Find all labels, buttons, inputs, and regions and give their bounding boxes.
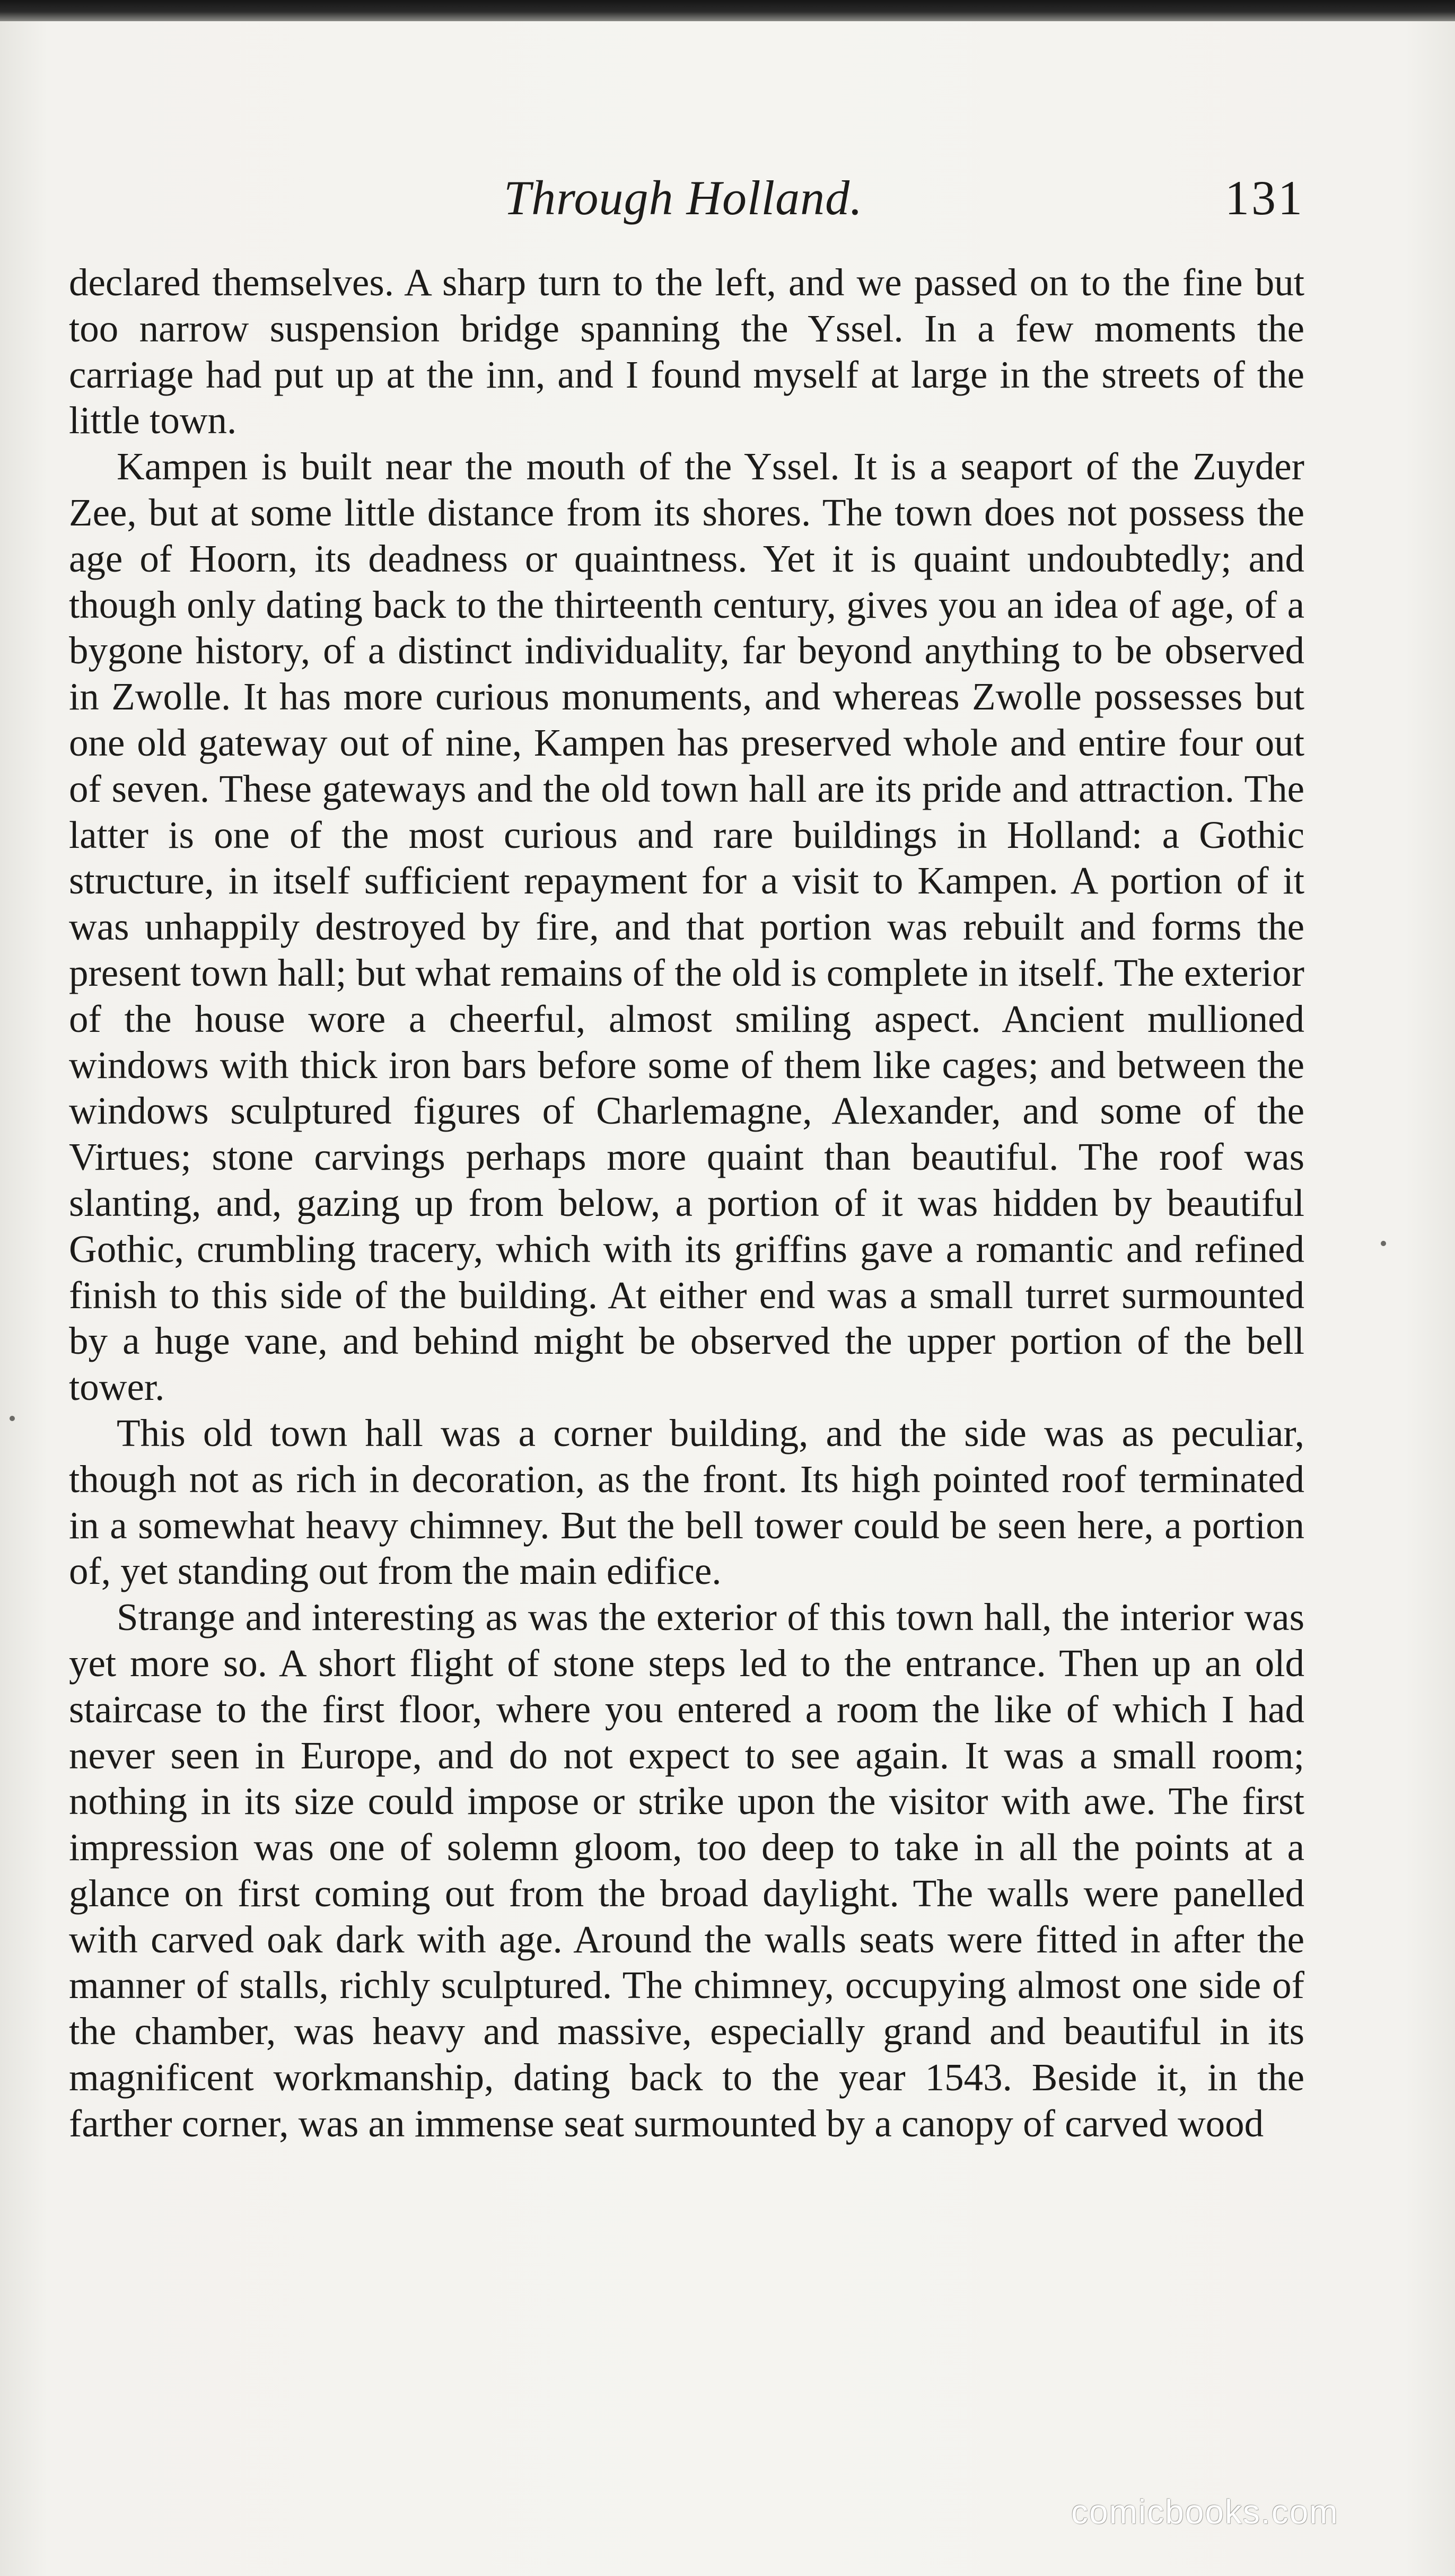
scan-speck <box>10 1416 15 1421</box>
scan-speck <box>1381 1241 1386 1246</box>
page-header <box>69 159 1304 233</box>
paragraph-2: Kampen is built near the mouth of the Yssel. It is a seaport of the Zuyder Zee, but at some little distance from its shores. The town does not possess the age of Hoorn, its deadness or quaintness. Yet it is quaint undoubtedly; and though only dating back to the thirteenth century, gives you an idea of age, of a bygone history, of a distinct individuality, far beyond anything to be observed in Zwolle. It has more curious monuments, and whereas Zwolle possesses but one old gateway out of nine, Kampen has preserved whole and entire four out of seven. These gateways and the old town hall are its pride and attraction. The latter is one of the most curious and rare buildings in Holland: a Gothic structure, in itself sufficient repayment for a visit to Kampen. A portion of it was unhappily destroyed by fire, and that portion was rebuilt and forms the present town hall; but what remains of the old is complete in itself. The exterior of the house wore a cheerful, almost smiling aspect. Ancient mullioned windows with thick iron bars before some of them like cages; and between the windows sculptured figures of Charlemagne, Alexander, and some of the Virtues; stone carvings perhaps more quaint than beautiful. The roof was slanting, and, gazing up from below, a portion of it was hidden by beautiful Gothic, crumbling tracery, which with its griffins gave a romantic and refined finish to this side of the building. At either end was a small turret surmounted by a huge vane, and behind might be observed the upper portion of the bell tower. <box>69 445 1304 1409</box>
paragraph-4: Strange and interesting as was the exterior of this town hall, the interior was yet more so. A short flight of stone steps led to the entrance. Then up an old staircase to the first floor, where you entered a room the like of which I had never seen in Europe, and do not expect to see again. It was a small room; nothing in its size could impose or strike upon the visitor with awe. The first impression was one of solemn gloom, too deep to take in all the points at a glance on first coming out from the broad daylight. The walls were panelled with carved oak dark with age. Around the walls seats were fitted in after the manner of stalls, richly sculptured. The chimney, occupying almost one side of the chamber, was heavy and massive, especially grand and beautiful in its magnificent workmanship, dating back to the year 1543. Beside it, in the farther corner, was an immense seat surmounted by a canopy of carved wood <box>69 1596 1304 2145</box>
body-text <box>69 260 1304 2147</box>
paragraph-1: declared themselves. A sharp turn to the left, and we passed on to the fine but too narrow suspension bridge spanning the Yssel. In a few moments the carriage had put up at the inn, and I found myself at large in the streets of the little town. <box>69 261 1304 442</box>
watermark: comicbooks.com <box>1071 2493 1339 2531</box>
scan-top-edge <box>0 0 1455 21</box>
running-title: Through Holland. <box>504 171 863 225</box>
paragraph-3: This old town hall was a corner building, and the side was as peculiar, though not as rich in decoration, as the front. Its high pointed roof terminated in a somewhat heavy chimney. But the bell tower could be seen here, a portion of, yet standing out from the main edifice. <box>69 1411 1304 1593</box>
page-number: 131 <box>1225 171 1304 225</box>
